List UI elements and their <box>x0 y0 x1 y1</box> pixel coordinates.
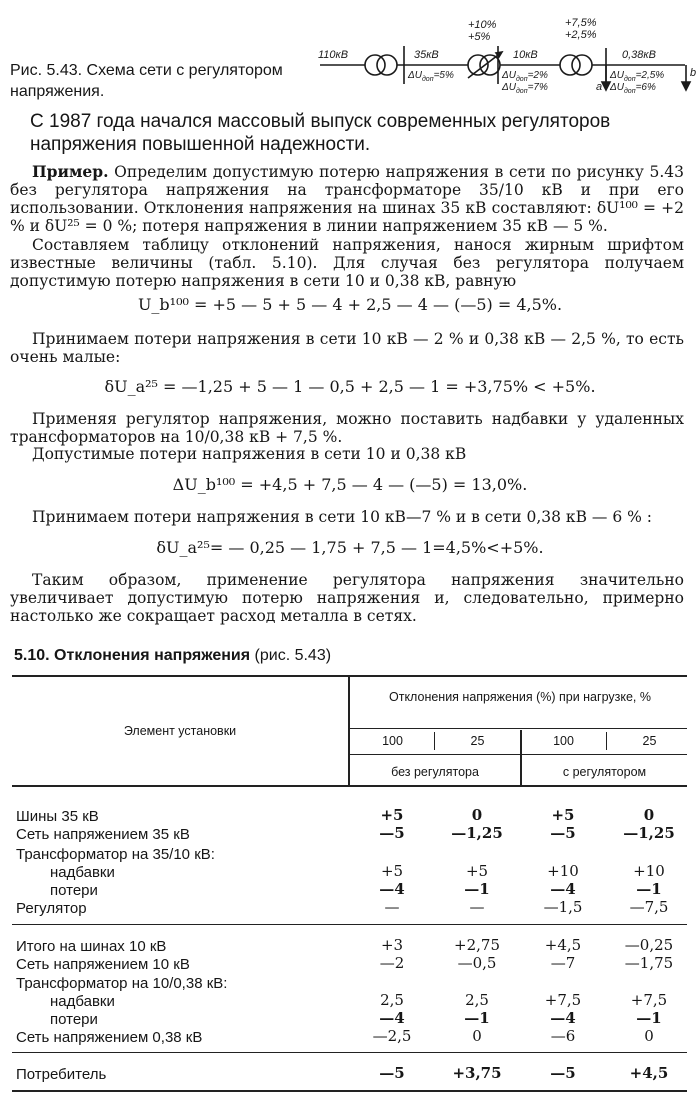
label-038kv: 0,38кВ <box>622 49 656 61</box>
table-cell: +3,75 <box>452 1064 502 1082</box>
load-100-with: 100 <box>553 734 574 748</box>
table-cell: —7 <box>550 954 576 972</box>
table-cell: +4,5 <box>544 936 582 954</box>
label-point-b: b <box>690 67 697 79</box>
table-bottom-rule <box>12 1090 687 1092</box>
row-label: потери <box>50 1011 98 1028</box>
table-section-rule-2 <box>12 1052 687 1053</box>
table-cell: —1,25 <box>623 824 675 842</box>
paragraph-2: Составляем таблицу отклонений напряжения, нанося жирным шрифтом известные величины (табл. 5.10). Для случая без регулятора получаем допустимую потерю напряжения в сети 10 и 0,38 кВ, равную <box>10 236 684 290</box>
table-load-rule <box>349 754 687 755</box>
paragraph-6: Принимаем потери напряжения в сети 10 кВ—7 % и в сети 0,38 кВ — 6 % : <box>32 508 653 526</box>
label-tap-7-5: +7,5% <box>565 17 597 29</box>
col-header-element: Элемент установки <box>123 724 237 738</box>
table-cell: —1,5 <box>543 898 583 916</box>
row-label: Регулятор <box>16 900 87 917</box>
table-header-rule <box>12 785 687 787</box>
table-cell: +5 <box>551 806 575 824</box>
label-du-35: $\Delta U_{доп}=5\%$ <box>408 70 454 83</box>
formula-4: δU_a²⁵= — 0,25 — 1,75 + 7,5 — 1=4,5%<+5%. <box>156 538 544 557</box>
table-cell: —1 <box>464 880 490 898</box>
table-subheader-rule <box>349 728 687 729</box>
example-text: Определим допустимую потерю напряжения в сети по рисунку 5.43 без регулятора напряжения на трансформаторе 35/10 кВ и при его использовании. Отклонения напряжения на шинах 35 кВ составляют: δU¹⁰⁰ = +2 % и δU²⁵ = 0 %; потеря напряжения в линии напряжением 35 кВ — 5 %. <box>10 163 684 235</box>
table-cell: 2,5 <box>380 991 404 1009</box>
row-label: Трансформатор на 35/10 кВ: <box>16 846 215 863</box>
formula-3: ΔU_b¹⁰⁰ = +4,5 + 7,5 — 4 — (—5) = 13,0%. <box>172 475 528 494</box>
label-point-a: a <box>596 81 603 93</box>
row-label: Трансформатор на 10/0,38 кВ: <box>16 975 228 992</box>
paragraph-4: Применяя регулятор напряжения, можно поставить надбавки у удаленных трансформаторов на 10/0,38 кВ + 7,5 %. <box>10 410 684 446</box>
row-label: Сеть напряжением 0,38 кВ <box>16 1029 203 1046</box>
table-cell: 0 <box>472 1027 482 1045</box>
header-with-regulator: с регулятором <box>562 765 647 779</box>
table-cell: +5 <box>465 862 489 880</box>
row-label: надбавки <box>50 993 115 1010</box>
table-cell: —0,25 <box>624 936 674 954</box>
label-110kv: 110кВ <box>318 49 349 61</box>
row-label: Потребитель <box>16 1066 107 1083</box>
table-cell: —1 <box>636 1009 662 1027</box>
table-cell: +7,5 <box>630 991 668 1009</box>
network-schematic <box>310 8 695 100</box>
label-35kv: 35кВ <box>414 49 439 61</box>
row-label: Шины 35 кВ <box>16 808 99 825</box>
example-paragraph <box>10 163 684 235</box>
table-cell: —1 <box>636 880 662 898</box>
table-cell: —0,5 <box>457 954 497 972</box>
load-25-without: 25 <box>470 734 485 748</box>
table-subdivider <box>434 732 435 750</box>
figure-caption: Рис. 5.43. Схема сети с регулятором напряжения. <box>10 62 283 100</box>
load-25-with: 25 <box>642 734 657 748</box>
table-cell: —4 <box>550 1009 576 1027</box>
paragraph-5: Допустимые потери напряжения в сети 10 и 0,38 кВ <box>32 445 467 463</box>
table-cell: +2,75 <box>454 936 500 954</box>
table-cell: +4,5 <box>629 1064 669 1082</box>
label-du-10-a: $\Delta U_{доп}=2\%$ <box>502 70 548 83</box>
table-cell: +5 <box>380 806 404 824</box>
table-cell: —2,5 <box>372 1027 412 1045</box>
table-cell: —6 <box>550 1027 576 1045</box>
table-cell: —2 <box>379 954 405 972</box>
label-du-038-b: $\Delta U_{доп}=6\%$ <box>610 82 656 95</box>
row-label: надбавки <box>50 864 115 881</box>
table-cell: — <box>384 898 400 916</box>
table-cell: 0 <box>644 1027 654 1045</box>
table-cell: —1,75 <box>624 954 674 972</box>
table-cell: 0 <box>471 806 483 824</box>
table-cell: —5 <box>550 824 576 842</box>
table-caption: 5.10. Отклонения напряжения (рис. 5.43) <box>14 647 332 664</box>
row-label: Сеть напряжением 35 кВ <box>16 826 190 843</box>
table-cell: —4 <box>550 880 576 898</box>
table-cell: —5 <box>550 1064 576 1082</box>
table-section-rule-1 <box>12 924 687 925</box>
load-100-without: 100 <box>382 734 403 748</box>
label-tap-5: +5% <box>468 31 491 43</box>
table-cell: —4 <box>379 1009 405 1027</box>
label-du-10-b: $\Delta U_{доп}=7\%$ <box>502 82 548 95</box>
table-cell: — <box>469 898 485 916</box>
table-cell: +3 <box>380 936 404 954</box>
table-cell: 0 <box>643 806 655 824</box>
table-cell: —1,25 <box>451 824 503 842</box>
label-du-038-a: $\Delta U_{доп}=2,5\%$ <box>610 70 665 83</box>
table-cell: —5 <box>379 1064 405 1082</box>
table-cell: —7,5 <box>629 898 669 916</box>
table-subdivider <box>606 732 607 750</box>
table-cell: —1 <box>464 1009 490 1027</box>
table-cell: +10 <box>633 862 665 880</box>
table-cell: +5 <box>380 862 404 880</box>
headline: С 1987 года начался массовый выпуск современных регуляторов напряжения повышенной надежности. <box>30 111 611 155</box>
table-top-rule <box>12 675 687 677</box>
row-label: Сеть напряжением 10 кВ <box>16 956 190 973</box>
table-cell: 2,5 <box>465 991 489 1009</box>
table-cell: —4 <box>379 880 405 898</box>
header-without-regulator: без регулятора <box>391 765 479 779</box>
table-header-divider <box>348 675 350 785</box>
table-cell: +10 <box>547 862 579 880</box>
table-cell: +7,5 <box>544 991 582 1009</box>
table-cell: —5 <box>379 824 405 842</box>
label-10kv: 10кВ <box>513 49 538 61</box>
row-label: Итого на шинах 10 кВ <box>16 938 167 955</box>
paragraph-7: Таким образом, применение регулятора напряжения значительно увеличивает допустимую потерю напряжения и, следовательно, примерно настолько же сокращает расход металла в сетях. <box>10 571 684 625</box>
col-header-deviation: Отклонения напряжения (%) при нагрузке, % <box>389 690 651 704</box>
label-tap-2-5: +2,5% <box>565 29 597 41</box>
row-label: потери <box>50 882 98 899</box>
example-label: Пример. <box>32 162 109 181</box>
formula-1: U_b¹⁰⁰ = +5 — 5 + 5 — 4 + 2,5 — 4 — (—5) = 4,5%. <box>137 295 563 314</box>
paragraph-3: Принимаем потери напряжения в сети 10 кВ — 2 % и 0,38 кВ — 2,5 %, то есть очень малые: <box>10 330 684 366</box>
formula-2: δU_a²⁵ = —1,25 + 5 — 1 — 0,5 + 2,5 — 1 = +3,75% < +5%. <box>104 377 596 396</box>
label-tap-10: +10% <box>468 19 497 31</box>
